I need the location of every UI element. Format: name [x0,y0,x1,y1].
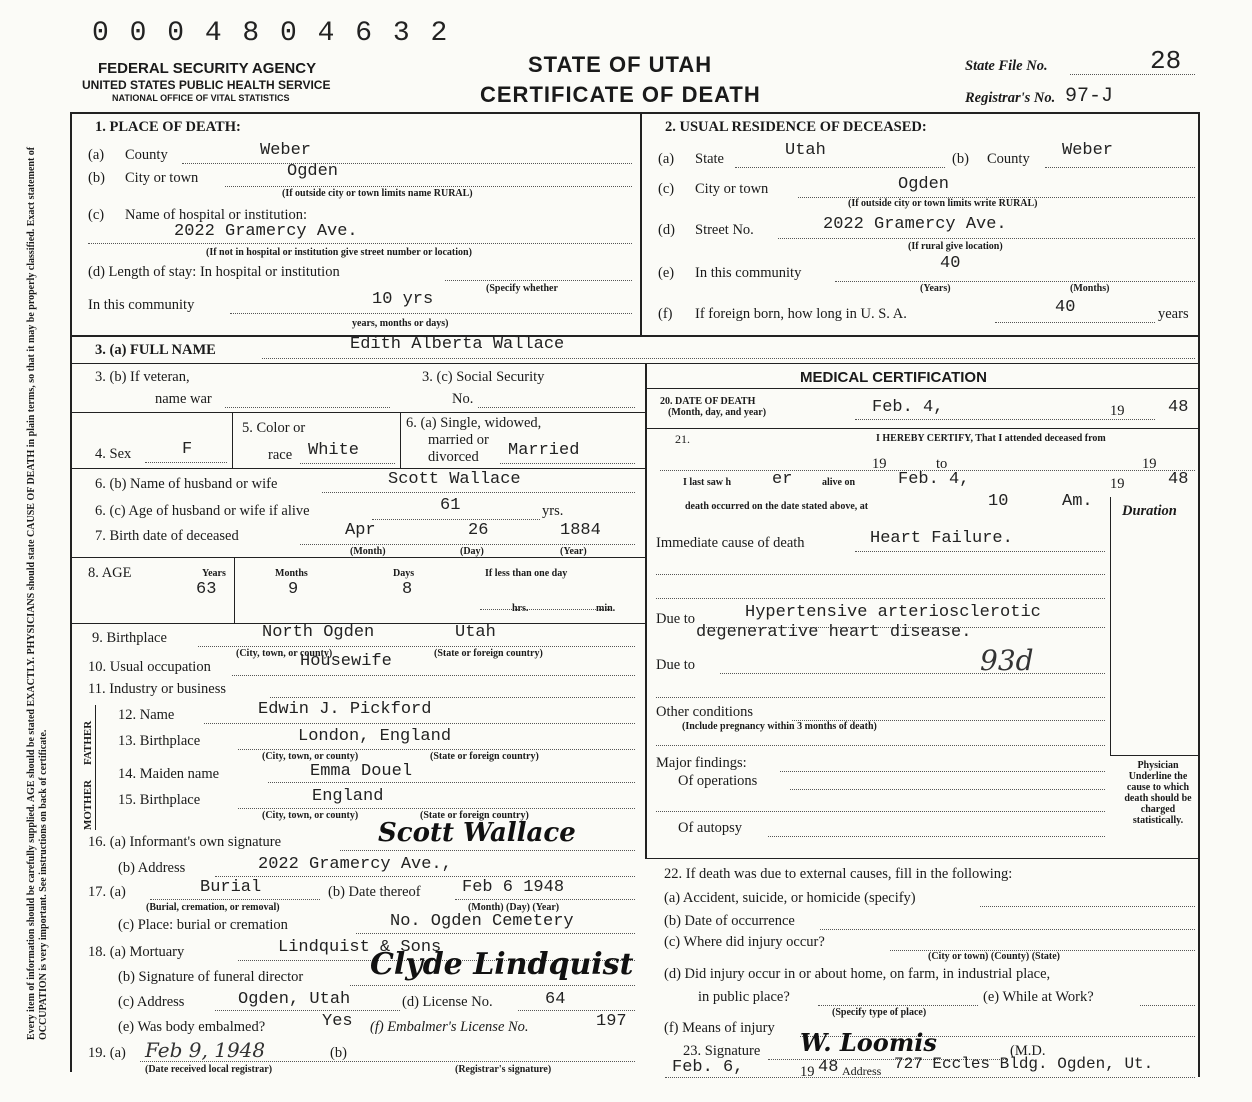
physician-note: Physician Underline the cause to which death should be charged statistically. [1124,760,1192,826]
last-seen-date: Feb. 4, [898,470,970,489]
sex: F [182,440,193,459]
stay-label: (d) Length of stay: In hospital or institution [88,264,340,280]
res-street-note: (If rural give location) [908,241,1003,252]
full-name: Edith Alberta Wallace [350,335,565,354]
hospital-label: Name of hospital or institution: [125,207,308,223]
res-street: 2022 Gramercy Ave. [823,215,1007,234]
embalmed: Yes [322,1012,353,1031]
duration-heading: Duration [1122,503,1177,519]
certificate-serial: 0 0 0 4 8 0 4 6 3 2 [92,18,450,49]
time-of-death: 10 [988,492,1009,511]
disposition: Burial [200,878,262,897]
race: White [308,441,360,460]
registrar-no-label: Registrar's No. [965,90,1056,106]
cause-code: 93d [980,644,1034,677]
mother-birthplace: England [312,787,384,806]
res-city: Ogden [898,175,950,194]
state-file-label: State File No. [965,58,1048,74]
marital-status: Married [508,441,580,460]
death-year: 48 [1168,398,1189,417]
burial-place: No. Ogden Cemetery [390,912,574,931]
res-foreign-label: If foreign born, how long in U. S. A. [695,306,907,322]
res-street-label: Street No. [695,222,754,238]
birth-year: 1884 [560,521,601,540]
res-county-label: County [987,151,1030,167]
res-community: 40 [940,254,961,273]
signature-date: Feb. 6, [672,1058,744,1077]
mortuary-name: Lindquist & Sons [278,938,442,957]
birth-day: 26 [468,521,489,540]
res-state: Utah [785,141,826,160]
place-of-death-heading: 1. PLACE OF DEATH: [95,119,241,135]
mother-maiden-name: Emma Douel [310,762,413,781]
physician-address: 727 Eccles Bldg. Ogden, Ut. [894,1055,1154,1073]
director-signature: Clyde Lindquist [370,947,634,982]
physician-signature: W. Loomis [800,1028,937,1057]
date-of-death: Feb. 4, [872,398,944,417]
months-note: (Months) [1070,283,1110,294]
immediate-cause: Heart Failure. [870,529,1013,548]
agency-name: FEDERAL SECURITY AGENCY [98,60,317,77]
medical-heading: MEDICAL CERTIFICATION [800,369,987,386]
spouse-age: 61 [440,496,461,515]
registrar-number: 97-J [1065,85,1114,108]
death-certificate: 0 0 0 4 8 0 4 6 3 2 FEDERAL SECURITY AGENCY UNITED STATES PUBLIC HEALTH SERVICE NATIONAL OFFICE OF VITAL STATISTICS STATE OF UTAH CERTIFICATE OF DEATH State File No. 28 Registrar's No. 97-J Every item of information should be carefully supplied. AGE should be stated EXACTLY. PHYSICIANS should state CAUSE OF DEATH in plain terms, so that it may be properly classified. Exact statement of OCCUPATION is very important. See instructions on back of certificate. 1. PLACE OF DEATH: (a) County Weber (b) City or town Ogden (If outside city or town limits name RURAL) (c) Name of hospital or institution: 2022 Gramercy Ave. (If not in hospital or institution give street number or location) (d) Length of stay: In hospital or institution (Specify whether In this community 10 yrs years, months or days) 2. USUAL RESIDENCE OF DECEASED: (a) State Utah (b) County Weber (c) City or town Ogden (If outside city or town limits write RURAL) (d) Street No. 2022 Gramercy Ave. (If rural give location) (e) In this community 40 (Years) (Months) (f) If foreign born, how long in U. S. A. 40 years 3. (a) FULL NAME Edith Alberta Wallace 3. (b) If veteran, name war 3. (c) Social Security No. 4. Sex F 5. Color or race White 6. (a) Single, widowed, married or divorced Married 6. (b) Name of husband or wife Scott Wallace 6. (c) Age of husband or wife if alive 61 yrs. 7. Birth date of deceased Apr 26 1884 (Month) (Day) (Year) 8. AGE Years Months Days If less than one day 63 9 8 hrs. min. 9. Birthplace North Ogden Utah (City, town, or county) (State or foreign country) 10. Usual occupation Housewife 11. Industry or business FATHER MOTHER 12. Name Edwin J. Pickford 13. Birthplace London, England (City, town, or county) (State or foreign country) 14. Maiden name Emma Douel 15. Birthplace England (City, town, or county) (State or foreign country) 16. (a) Informant's own signature Scott Wallace (b) Address 2022 Gramercy Ave., 17. (a) Burial (b) Date thereof Feb 6 1948 (Burial, cremation, or removal) (Month) (Day) (Year) (c) Place: burial or cremation No. Ogden Cemetery 18. (a) Mortuary Lindquist & Sons (b) Signature of funeral director Clyde Lindquist (c) Address Ogden, Utah (d) License No. 64 (e) Was body embalmed? Yes (f) Embalmer's License No. 197 19. (a) Feb 9, 1948 (b) (Date received local registrar) (Registrar's signature) MEDICAL CERTIFICATION 20. DATE OF DEATH (Month, day, and year) Feb. 4, 19 48 21. I HEREBY CERTIFY, That I attended deceased from 19 to 19 I last saw h er alive on Feb. 4, 19 48 death occurred on the date stated above, at 10 Am. Duration Immediate cause of death Heart Failure. Due to Hypertensive arteriosclerotic degenerative heart disease. Due to 93d Other conditions (Include pregnancy within 3 months of death) Major findings: Of operations Of autopsy Physician Underline the cause to which death should be charged statistically. 22. If death was due to external causes, fill in the following: (a) Accident, suicide, or homicide (specify) (b) Date of occurrence (c) Where did injury occur? (City or town) (County) (State) (d) Did injury occur in or about home, on farm, in industrial place, in public place? (Specify type of place) (e) While at Work? (f) Means of injury 23. Signature W. Loomis (M.D. Feb. 6, 19 48 Address 727 Eccles Bldg. Ogden, Ut. [0,0,1252,1102]
city-label: City or town [125,170,199,186]
father-birthplace: London, England [298,727,452,746]
age-days: 8 [402,580,413,599]
age-years: 63 [196,580,217,599]
death-community: 10 yrs [372,290,434,309]
birth-city: North Ogden [262,623,375,642]
side-instructions: Every item of information should be carefully supplied. AGE should be stated EXACTLY. PHYSICIANS should state CAUSE OF DEATH in plain terms, so that it may be properly classified. Exact statement of OCCUPATION is very important. See instructions on back of certificate. [26,146,49,1040]
res-city-label: City or town [695,181,769,197]
specify-note: (Specify whether [486,283,558,294]
spouse-name: Scott Wallace [388,470,521,489]
community-label: In this community [88,297,195,313]
city-note: (If outside city or town limits name RURAL) [282,188,473,199]
res-community-label: In this community [695,265,802,281]
license-number: 64 [545,990,566,1009]
informant-address: 2022 Gramercy Ave., [258,855,452,874]
due-to-cause-1: Hypertensive arteriosclerotic [745,603,1041,622]
state-heading: STATE OF UTAH [528,52,713,77]
due-to-cause-1b: degenerative heart disease. [696,623,972,642]
res-city-note: (If outside city or town limits write RURAL) [848,198,1038,209]
birth-state: Utah [455,623,496,642]
mortuary-address: Ogden, Utah [238,990,351,1009]
full-name-label: 3. (a) FULL NAME [95,342,216,358]
registrar-date: Feb 9, 1948 [145,1038,266,1062]
embalmer-license: 197 [596,1012,627,1031]
informant-signature: Scott Wallace [378,818,576,848]
res-foreign: 40 [1055,298,1076,317]
death-city: Ogden [287,162,339,181]
ymd-note: years, months or days) [352,318,449,329]
certificate-title: CERTIFICATE OF DEATH [480,82,761,107]
death-hospital: 2022 Gramercy Ave. [174,222,358,241]
residence-heading: 2. USUAL RESIDENCE OF DECEASED: [665,119,927,135]
death-county: Weber [260,141,312,160]
res-state-label: State [695,151,724,167]
age-months: 9 [288,580,299,599]
father-name: Edwin J. Pickford [258,700,432,719]
occupation: Housewife [300,652,392,671]
hospital-note: (If not in hospital or institution give street number or location) [206,247,472,258]
agency-office: NATIONAL OFFICE OF VITAL STATISTICS [112,93,290,103]
birth-month: Apr [345,521,376,540]
burial-date: Feb 6 1948 [462,878,565,897]
county-label: County [125,147,168,163]
state-file-number: 28 [1150,46,1182,76]
agency-service: UNITED STATES PUBLIC HEALTH SERVICE [82,78,331,92]
res-county: Weber [1062,141,1114,160]
years-note: (Years) [920,283,951,294]
